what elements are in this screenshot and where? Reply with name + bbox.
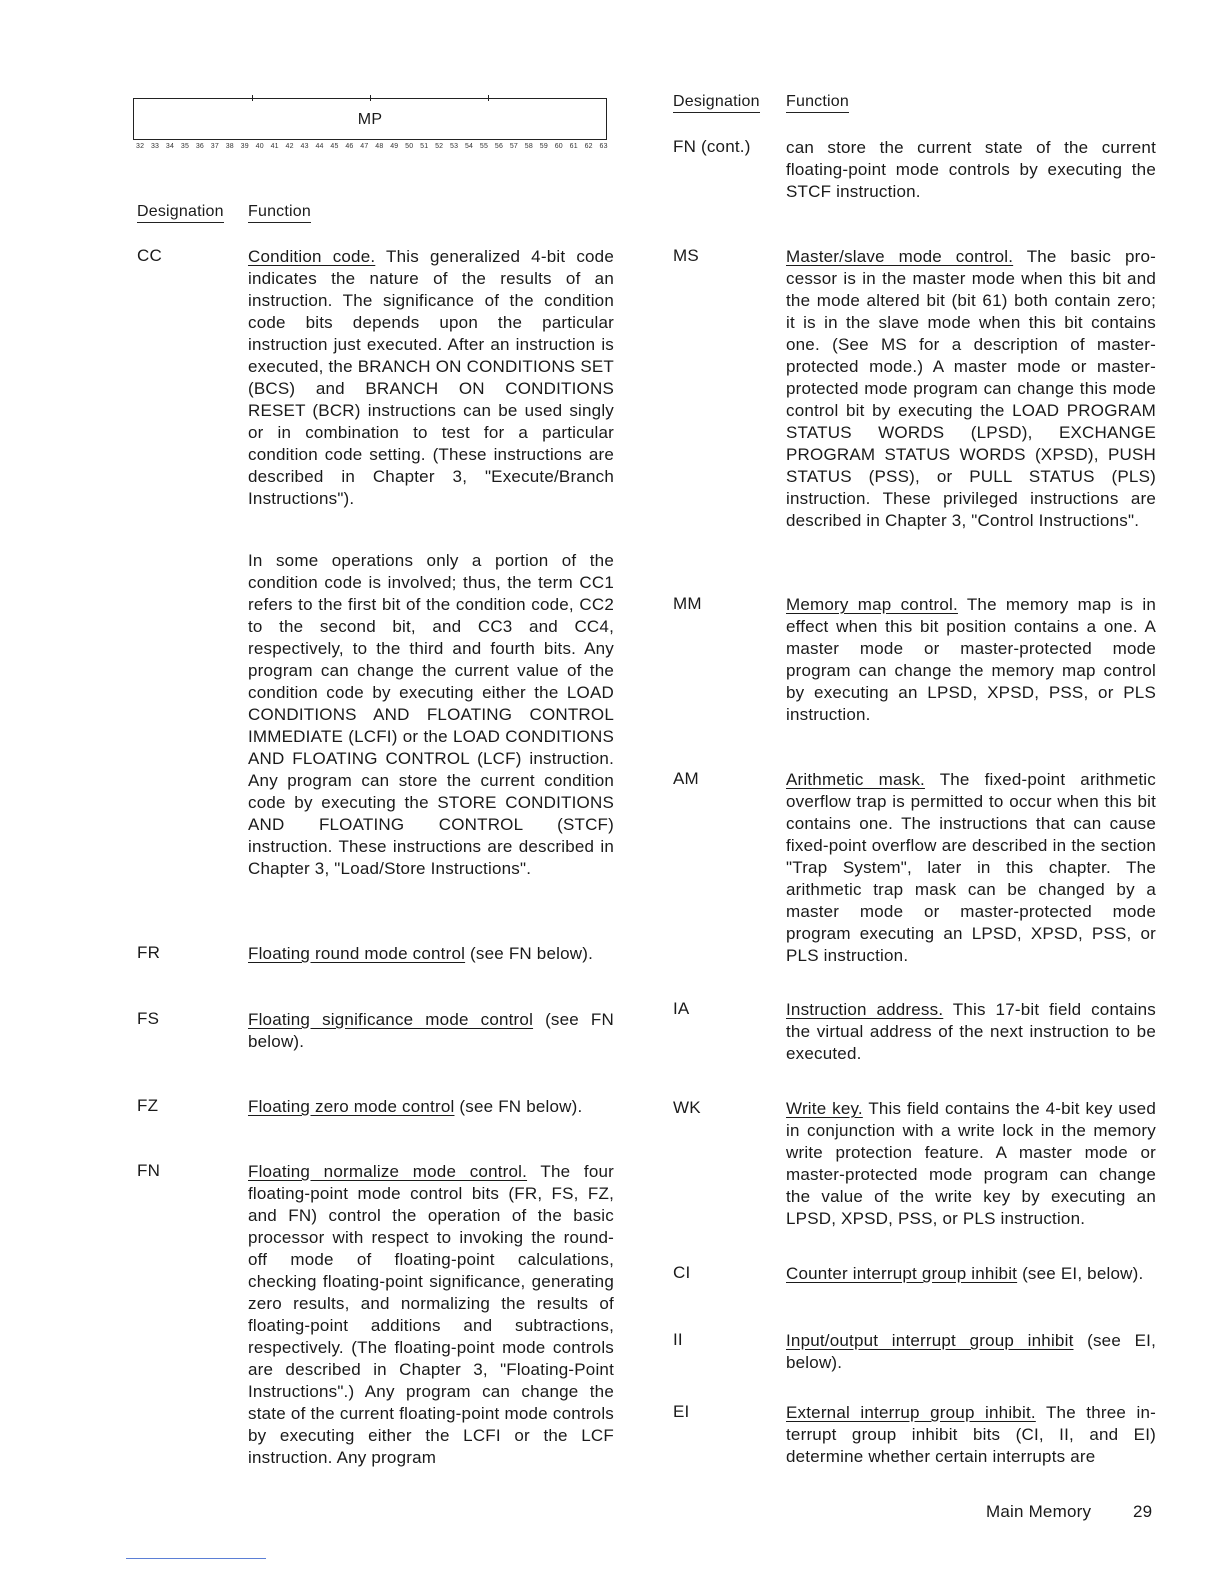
am-line1-rest: The fixed-point arithmetic	[939, 770, 1156, 789]
ii-rest: (see EI, below).	[786, 1331, 1156, 1372]
register-bit-number: 43	[300, 143, 309, 150]
register-bit-number: 32	[136, 143, 145, 150]
register-bit-number: 47	[360, 143, 369, 150]
designation-cc: CC	[137, 246, 162, 265]
register-bit-number: 53	[450, 143, 459, 150]
designation-fr: FR	[137, 943, 161, 962]
designation-fn: FN	[137, 1161, 161, 1180]
ci-rest: (see EI, below).	[1022, 1264, 1144, 1283]
designation-header-left: Designation	[137, 203, 224, 223]
register-bit-number: 48	[375, 143, 384, 150]
designation-ii: II	[673, 1330, 683, 1349]
designation-mm: MM	[673, 594, 702, 613]
designation-am: AM	[673, 769, 699, 788]
function-ei	[786, 1402, 1156, 1468]
title-fz: Floating zero mode control	[248, 1097, 455, 1116]
fs-rest: (see FN below).	[248, 1010, 614, 1051]
function-cc-paragraph-2: In some operations only a portion of the condition code is involved; thus, the term CC1 refers to the first bit of the condition code, CC2 to the second bit, and CC3 and CC4, respectively, to the third and fourth bits. Any program can change the current value of the condition code by executing either the LOAD CONDITIONS AND FLOATING CONTROL IMMEDIATE (LCFI) or the LOAD CONDITIONS AND FLOATING CONTROL (LCF) instruction. Any program can store the current condition code by executing the STORE CONDITIONS AND FLOATING CONTROL (STCF) instruction. These instructions are described in Chapter 3, "Load/Store Instructions".	[248, 551, 614, 878]
register-tick	[370, 95, 371, 101]
register-bit-number: 50	[405, 143, 414, 150]
register-bit-number: 49	[390, 143, 399, 150]
register-bit-number: 55	[479, 143, 489, 150]
designation-fz: FZ	[137, 1096, 159, 1115]
fz-rest: (see FN below).	[459, 1097, 583, 1116]
function-fn-cont: can store the current state of the current floating-point mode controls by executing the STCF instruction.	[786, 138, 1156, 201]
register-diagram	[133, 98, 607, 140]
designation-header-right: Designation	[673, 93, 760, 113]
ia-body: the virtual address of the next instruction to be executed.	[786, 1022, 1156, 1063]
register-bit-number: 61	[569, 143, 578, 150]
register-bit-number: 46	[345, 143, 354, 150]
title-fn: Floating normalize mode control.	[248, 1162, 528, 1181]
register-bit-number: 38	[225, 143, 234, 150]
register-bit-number: 51	[420, 143, 429, 150]
mm-body: effect when this bit position contains a one. A master mode or master-protected mode program can change the memory map control by executing an LPSD, XPSD, PSS, or PLS instruction.	[786, 617, 1156, 724]
mm-line1-rest: The memory map is in	[966, 595, 1156, 614]
designation-fs: FS	[137, 1009, 160, 1028]
stray-scan-line	[126, 1558, 266, 1559]
fn-line1-rest: The four	[540, 1162, 614, 1181]
function-fn	[248, 1161, 614, 1469]
function-cc	[248, 246, 614, 510]
register-bit-number: 41	[270, 143, 279, 150]
wk-body: used in conjunction with a write lock in the memory write protection feature. A master mode or master-protected mode program can change the value of the write key by executing an LPSD, XPSD, PSS, or PLS instruction.	[786, 1099, 1156, 1228]
register-bit-number: 37	[210, 143, 219, 150]
register-bit-number: 45	[330, 143, 339, 150]
ms-body: cessor is in the master mode when this bit and the mode altered bit (bit 61) both contain zero; it is in the slave mode when this bit contains one. (See MS for a description of master-protected mode.) A master mode or master-protected mode program can change this mode control bit by executing the LOAD PROGRAM STATUS WORDS (LPSD), EXCHANGE PROGRAM STATUS WORDS (XPSD), PUSH STATUS (PSS), or PULL STATUS (PLS) instruction. These privileged instructions are described in Chapter 3, "Control Instructions".	[786, 269, 1156, 530]
register-bit-number: 40	[255, 143, 264, 150]
designation-ei: EI	[673, 1402, 690, 1421]
register-bit-number: 52	[435, 143, 444, 150]
function-header-left: Function	[248, 203, 311, 223]
register-bit-number: 34	[165, 143, 175, 150]
register-bit-number: 39	[240, 143, 249, 150]
footer-section-title: Main Memory	[986, 1502, 1092, 1521]
cc-paragraph-1: indicates the nature of the results of an instruction. The significance of the condition code bits depends upon the particular instruction just executed. After an instruction is executed, the BRANCH ON CONDITIONS SET (BCS) and BRANCH ON CONDITIONS RESET (BCR) instructions can be used singly or in combination to test for a particular condition code setting. (These instructions are described in Chapter 3, "Execute/Branch Instructions").	[248, 269, 614, 508]
register-bit-number: 62	[584, 143, 593, 150]
designation-ms: MS	[673, 246, 699, 265]
register-bit-number: 44	[315, 143, 324, 150]
register-bit-number: 58	[524, 143, 533, 150]
title-mm: Memory map control.	[786, 595, 958, 614]
function-mm	[786, 594, 1156, 726]
ei-line1-rest: The three in-	[1045, 1403, 1156, 1422]
designation-fn-cont: FN (cont.)	[673, 137, 751, 156]
register-bit-number: 63	[599, 143, 608, 150]
function-fs	[248, 1009, 614, 1053]
title-wk: Write key.	[786, 1099, 863, 1118]
function-ms	[786, 246, 1156, 532]
function-ia	[786, 999, 1156, 1065]
designation-wk: WK	[673, 1098, 701, 1117]
register-tick	[252, 95, 253, 101]
title-fs: Floating significance mode control	[248, 1010, 534, 1029]
fn-body: floating-point mode control bits (FR, FS, FZ, and FN) control the operation of the basic processor with respect to invoking the round-off mode of floating-point calculations, checking floating-point significance, generating zero results, and normalizing the results of floating-point additions and subtractions, respectively. (The floating-point mode controls are described in Chapter 3, "Floating-Point Instructions".) Any program can change the state of the current floating-point mode controls by executing either the LCFI or the LCF instruction. Any program	[248, 1184, 614, 1467]
fr-rest: (see FN below).	[470, 944, 594, 963]
ei-body: terrupt group inhibit bits (CI, II, and EI) determine whether certain interrupts are	[786, 1425, 1156, 1466]
register-bit-number: 42	[285, 143, 294, 150]
footer-page-number: 29	[1133, 1502, 1153, 1521]
register-tick	[488, 95, 489, 101]
register-bit-number: 54	[464, 143, 474, 150]
register-bit-number: 33	[150, 143, 160, 150]
designation-ia: IA	[673, 999, 690, 1018]
title-ci: Counter interrupt group inhibit	[786, 1264, 1018, 1283]
function-ii	[786, 1330, 1156, 1374]
function-header-right: Function	[786, 93, 849, 113]
function-fr	[248, 943, 614, 965]
function-ci	[786, 1263, 1156, 1285]
register-bit-number: 60	[554, 143, 563, 150]
function-am	[786, 769, 1156, 967]
cc-line1-rest: This generalized 4-bit code	[386, 247, 614, 266]
register-label: MP	[357, 111, 383, 128]
ms-line1-rest: The basic pro-	[1026, 247, 1156, 266]
register-bit-numbers	[136, 143, 608, 150]
designation-ci: CI	[673, 1263, 691, 1282]
wk-line1-rest: This field contains the 4-bit key	[868, 1099, 1113, 1118]
register-bit-number: 56	[494, 143, 504, 150]
register-bit-number: 59	[539, 143, 548, 150]
title-fr: Floating round mode control	[248, 944, 466, 963]
title-ms: Master/slave mode control.	[786, 247, 1014, 266]
register-bit-number: 57	[509, 143, 519, 150]
title-ia: Instruction address.	[786, 1000, 944, 1019]
title-cc: Condition code.	[248, 247, 376, 266]
register-bit-number: 35	[180, 143, 190, 150]
title-am: Arithmetic mask.	[786, 770, 925, 789]
register-bit-number: 36	[195, 143, 204, 150]
title-ii: Input/output interrupt group inhibit	[786, 1331, 1074, 1350]
function-fz	[248, 1096, 614, 1118]
ia-line1-rest: This 17-bit field contains	[952, 1000, 1157, 1019]
function-wk	[786, 1098, 1156, 1230]
am-body: overflow trap is permitted to occur when this bit contains one. The instructions that can cause fixed-point overflow are described in the section "Trap System", later in this chapter. The arithmetic trap mask can be changed by a master mode or master-protected mode program executing an LPSD, XPSD, PSS, or PLS instruction.	[786, 792, 1156, 965]
title-ei: External interrup group inhibit.	[786, 1403, 1036, 1422]
